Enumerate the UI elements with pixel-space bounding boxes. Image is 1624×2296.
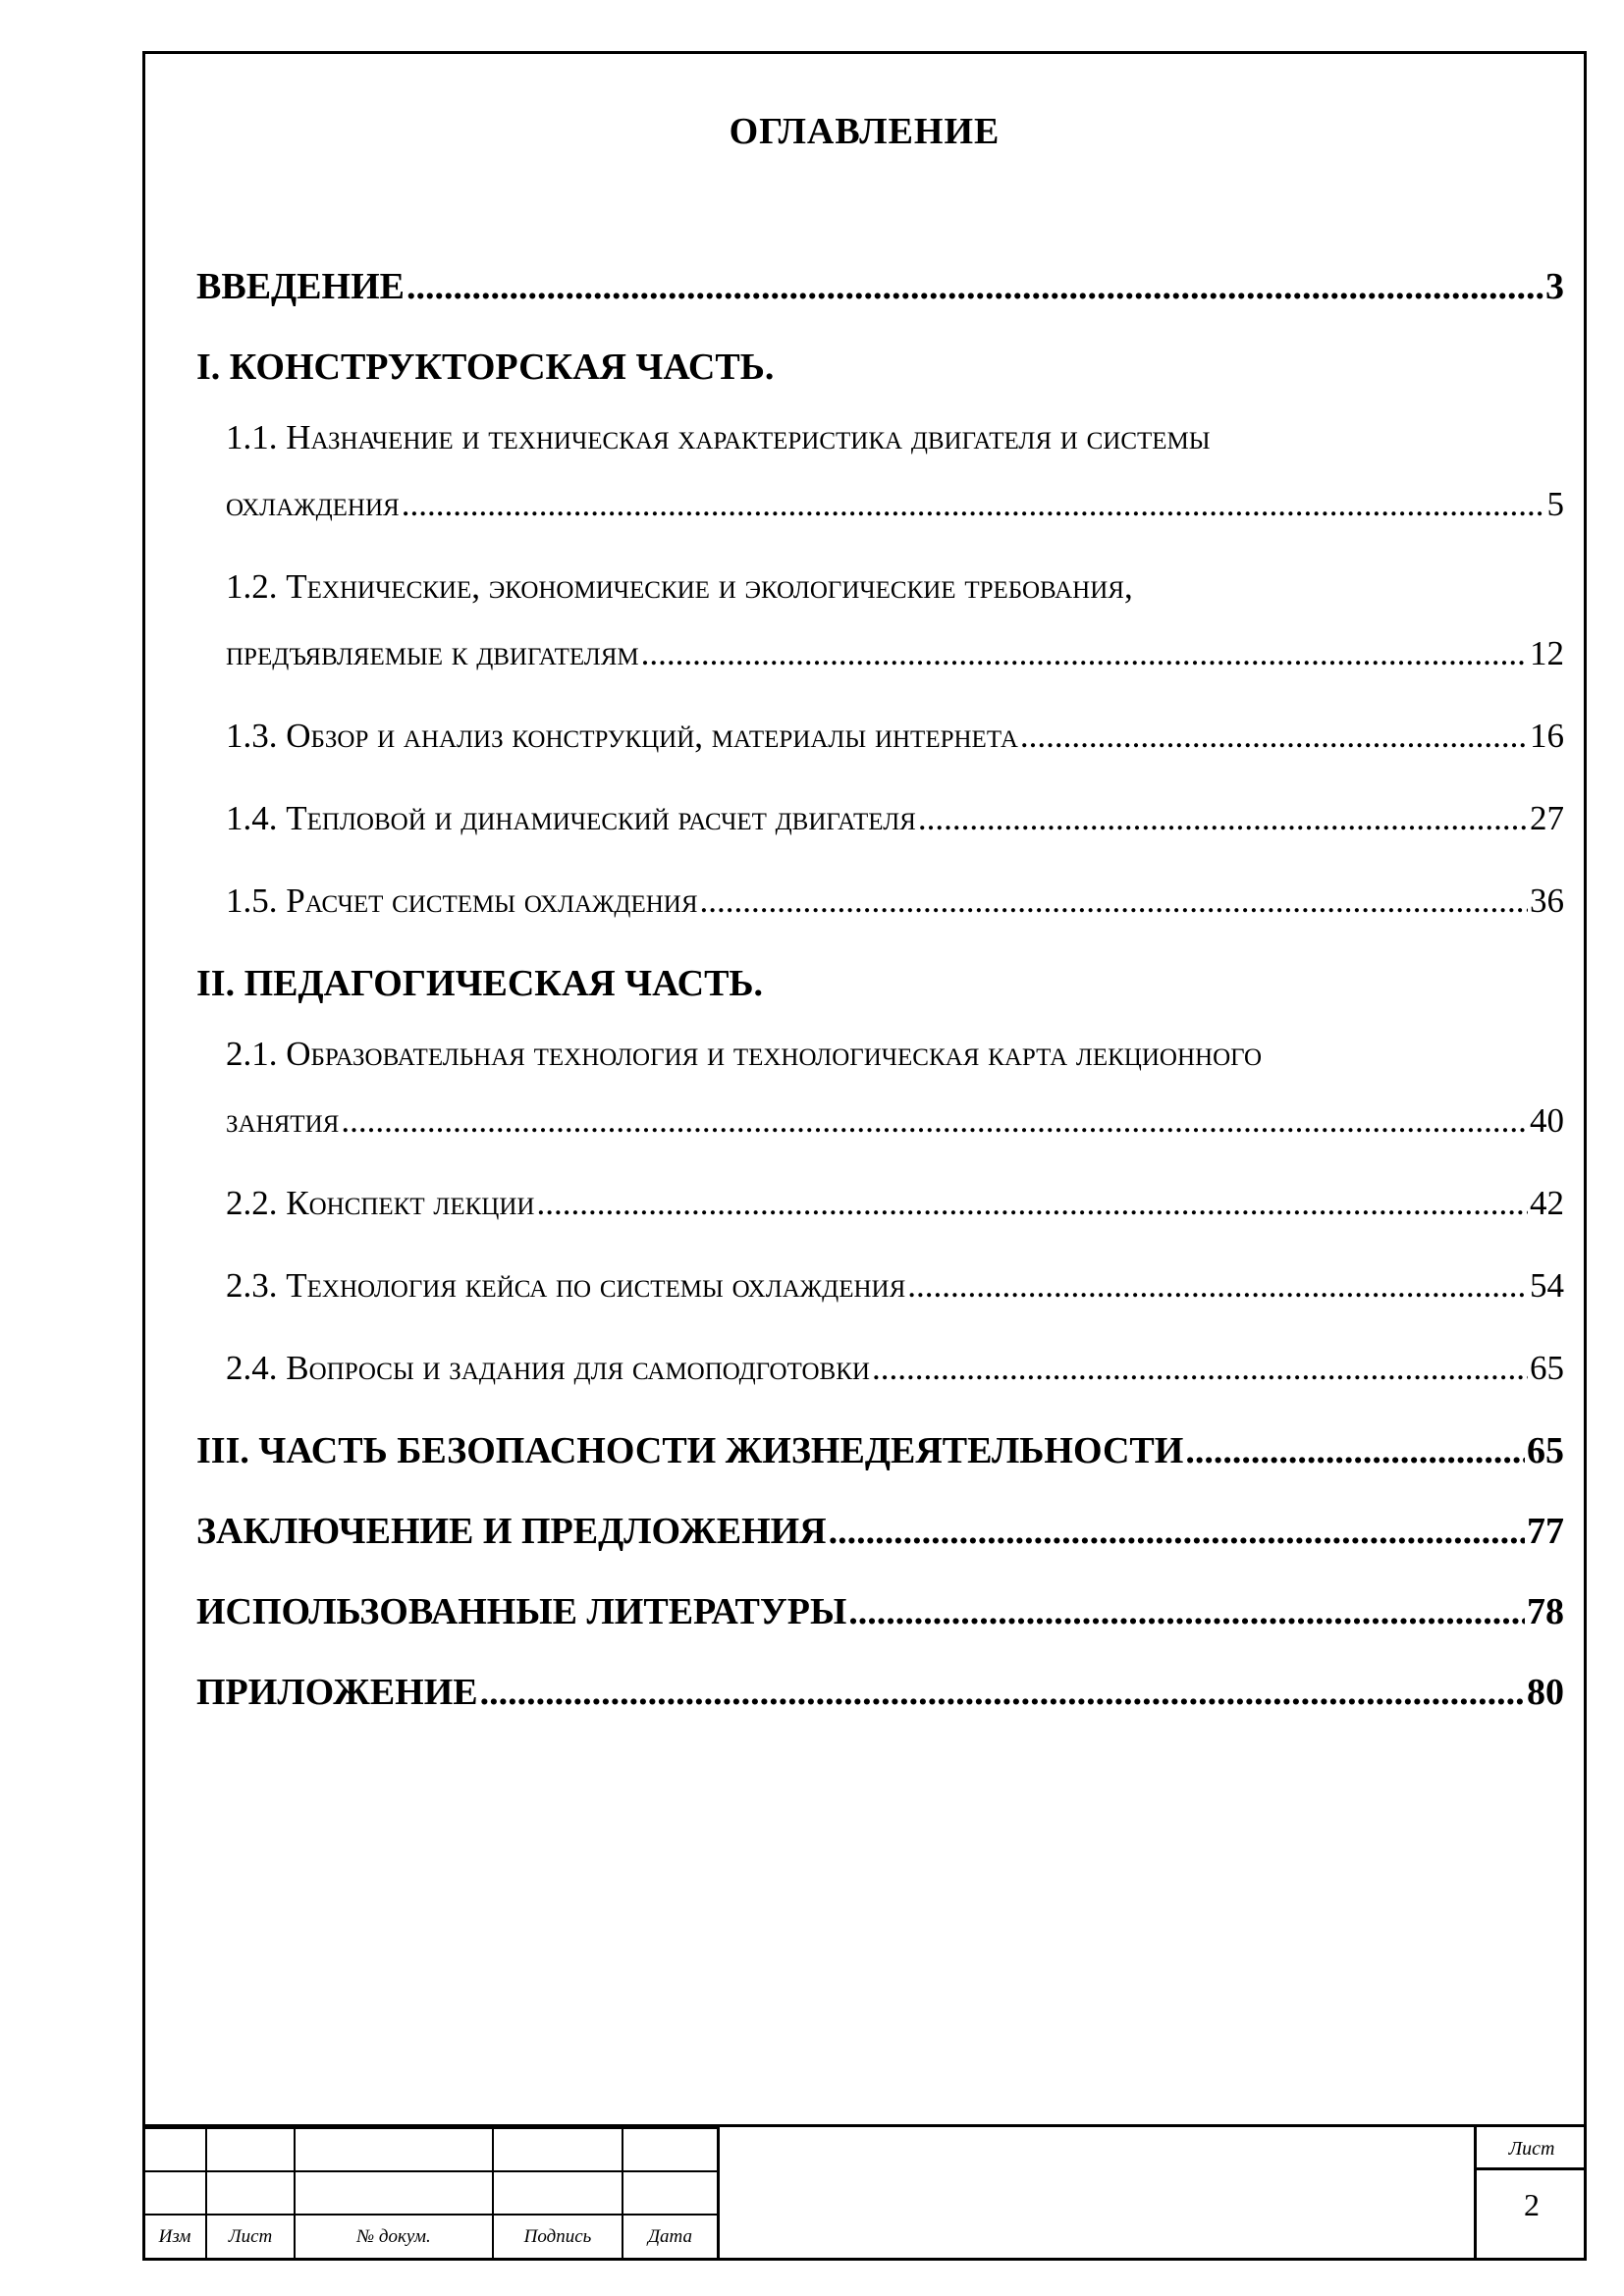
toc-entry-appendix[interactable] xyxy=(196,1671,1564,1714)
dot-leader xyxy=(1020,715,1528,758)
toc-entry-label-continued: охлаждения xyxy=(226,485,400,523)
toc-entry-label: Назначение и техническая характеристика двигателя и системы xyxy=(286,418,1211,456)
toc-entry-label: ВВЕДЕНИЕ xyxy=(196,266,405,307)
stamp-cell xyxy=(623,2171,718,2215)
stamp-label-date: Дата xyxy=(623,2215,718,2260)
toc-entry-1-4[interactable] xyxy=(196,797,1564,840)
dot-leader xyxy=(341,1099,1528,1143)
dot-leader xyxy=(641,632,1528,675)
toc-entry-label: II. ПЕДАГОГИЧЕСКАЯ ЧАСТЬ. xyxy=(196,963,764,1004)
stamp-cell xyxy=(295,2171,493,2215)
stamp-cell xyxy=(493,2171,623,2215)
toc-entry-label: ПРИЛОЖЕНИЕ xyxy=(196,1672,478,1713)
toc-entry-number: 2.1. xyxy=(226,1035,278,1073)
stamp-cell xyxy=(295,2128,493,2171)
stamp-cell xyxy=(143,2128,206,2171)
toc-entry-label: III. ЧАСТЬ БЕЗОПАСНОСТИ ЖИЗНЕДЕЯТЕЛЬНОСТИ xyxy=(196,1430,1184,1471)
toc-entry-intro[interactable] xyxy=(196,265,1564,308)
toc-entry-number: 2.4. xyxy=(226,1349,278,1387)
toc-entry-label: Технические, экономические и экологические требования, xyxy=(286,567,1133,606)
stamp-label-izm: Изм xyxy=(143,2215,206,2260)
stamp-cell xyxy=(206,2128,295,2171)
page-title: ОГЛАВЛЕНИЕ xyxy=(729,111,1001,152)
toc-part-1-heading[interactable] xyxy=(196,346,1564,389)
toc-entry-label: Тепловой и динамический расчет двигателя xyxy=(286,799,916,837)
dot-leader xyxy=(872,1347,1528,1390)
toc-page-number: 77 xyxy=(1527,1511,1564,1552)
toc-entry-2-2[interactable] xyxy=(196,1182,1564,1225)
toc-page-number: 27 xyxy=(1530,799,1564,837)
dot-leader xyxy=(848,1590,1525,1633)
toc-page-number: 36 xyxy=(1530,881,1564,920)
toc-part-3-heading[interactable] xyxy=(196,1429,1564,1472)
stamp-label-list: Лист xyxy=(206,2215,295,2260)
toc-entry-2-3[interactable] xyxy=(196,1264,1564,1308)
toc-entry-references[interactable] xyxy=(196,1590,1564,1633)
toc-entry-label: Технология кейса по системы охлаждения xyxy=(286,1266,906,1305)
toc-page-number: 65 xyxy=(1530,1349,1564,1387)
dot-leader xyxy=(536,1182,1528,1225)
stamp-sheet-number: 2 xyxy=(1524,2187,1540,2222)
stamp-sheet-label: Лист xyxy=(1477,2127,1587,2170)
dot-leader xyxy=(700,880,1528,923)
stamp-cell xyxy=(493,2128,623,2171)
toc-entry-number: 1.1. xyxy=(226,418,278,456)
dot-leader xyxy=(1185,1429,1525,1472)
toc-entry-label: ЗАКЛЮЧЕНИЕ И ПРЕДЛОЖЕНИЯ xyxy=(196,1511,827,1552)
toc-entry-label-continued: занятия xyxy=(226,1101,340,1140)
toc-page-number: 3 xyxy=(1545,266,1564,307)
toc-page-number: 16 xyxy=(1530,717,1564,755)
toc-entry-label: ИСПОЛЬЗОВАННЫЕ ЛИТЕРАТУРЫ xyxy=(196,1591,847,1632)
revision-table xyxy=(142,2127,719,2261)
toc-entry-number: 1.5. xyxy=(226,881,278,920)
toc-part-2-heading[interactable] xyxy=(196,962,1564,1005)
toc-entry-1-5[interactable] xyxy=(196,880,1564,923)
toc-entry-number: 1.3. xyxy=(226,717,278,755)
toc-entry-label: I. КОНСТРУКТОРСКАЯ ЧАСТЬ. xyxy=(196,347,775,388)
toc-page-number: 65 xyxy=(1527,1430,1564,1471)
stamp-cell xyxy=(623,2128,718,2171)
toc-entry-conclusion[interactable] xyxy=(196,1510,1564,1553)
toc-entry-label: Образовательная технология и технологическая карта лекционного xyxy=(286,1035,1263,1073)
toc-entry-label: Вопросы и задания для самоподготовки xyxy=(286,1349,870,1387)
toc-entry-2-4[interactable] xyxy=(196,1347,1564,1390)
toc-entry-label: Конспект лекции xyxy=(286,1184,535,1222)
stamp-document-cell xyxy=(717,2127,1477,2261)
toc-entry-number: 2.3. xyxy=(226,1266,278,1305)
dot-leader xyxy=(829,1510,1525,1553)
toc-entry-2-1[interactable] xyxy=(196,1033,1564,1143)
stamp-label-doc-no: № докум. xyxy=(295,2215,493,2260)
toc-entry-1-2[interactable] xyxy=(196,565,1564,675)
dot-leader xyxy=(918,797,1528,840)
title-block xyxy=(142,2124,1587,2261)
dot-leader xyxy=(907,1264,1528,1308)
dot-leader xyxy=(402,483,1545,526)
toc-entry-label: Расчет системы охлаждения xyxy=(286,881,698,920)
stamp-cell xyxy=(206,2171,295,2215)
toc-page-number: 40 xyxy=(1530,1101,1564,1140)
toc-entry-1-3[interactable] xyxy=(196,715,1564,758)
toc-page-number: 80 xyxy=(1527,1672,1564,1713)
stamp-label-signature: Подпись xyxy=(493,2215,623,2260)
toc-page-number: 54 xyxy=(1530,1266,1564,1305)
toc-entry-1-1[interactable] xyxy=(196,416,1564,526)
toc-page-number: 5 xyxy=(1546,485,1564,523)
toc-page-number: 12 xyxy=(1530,634,1564,672)
toc-entry-number: 2.2. xyxy=(226,1184,278,1222)
toc-entry-number: 1.2. xyxy=(226,567,278,606)
toc-entry-number: 1.4. xyxy=(226,799,278,837)
stamp-cell xyxy=(143,2171,206,2215)
dot-leader xyxy=(406,265,1543,308)
toc-entry-label: Обзор и анализ конструкций, материалы интернета xyxy=(286,717,1018,755)
toc-page-number: 42 xyxy=(1530,1184,1564,1222)
table-of-contents xyxy=(196,265,1564,1751)
toc-entry-label-continued: предъявляемые к двигателям xyxy=(226,634,639,672)
dot-leader xyxy=(480,1671,1525,1714)
toc-page-number: 78 xyxy=(1527,1591,1564,1632)
